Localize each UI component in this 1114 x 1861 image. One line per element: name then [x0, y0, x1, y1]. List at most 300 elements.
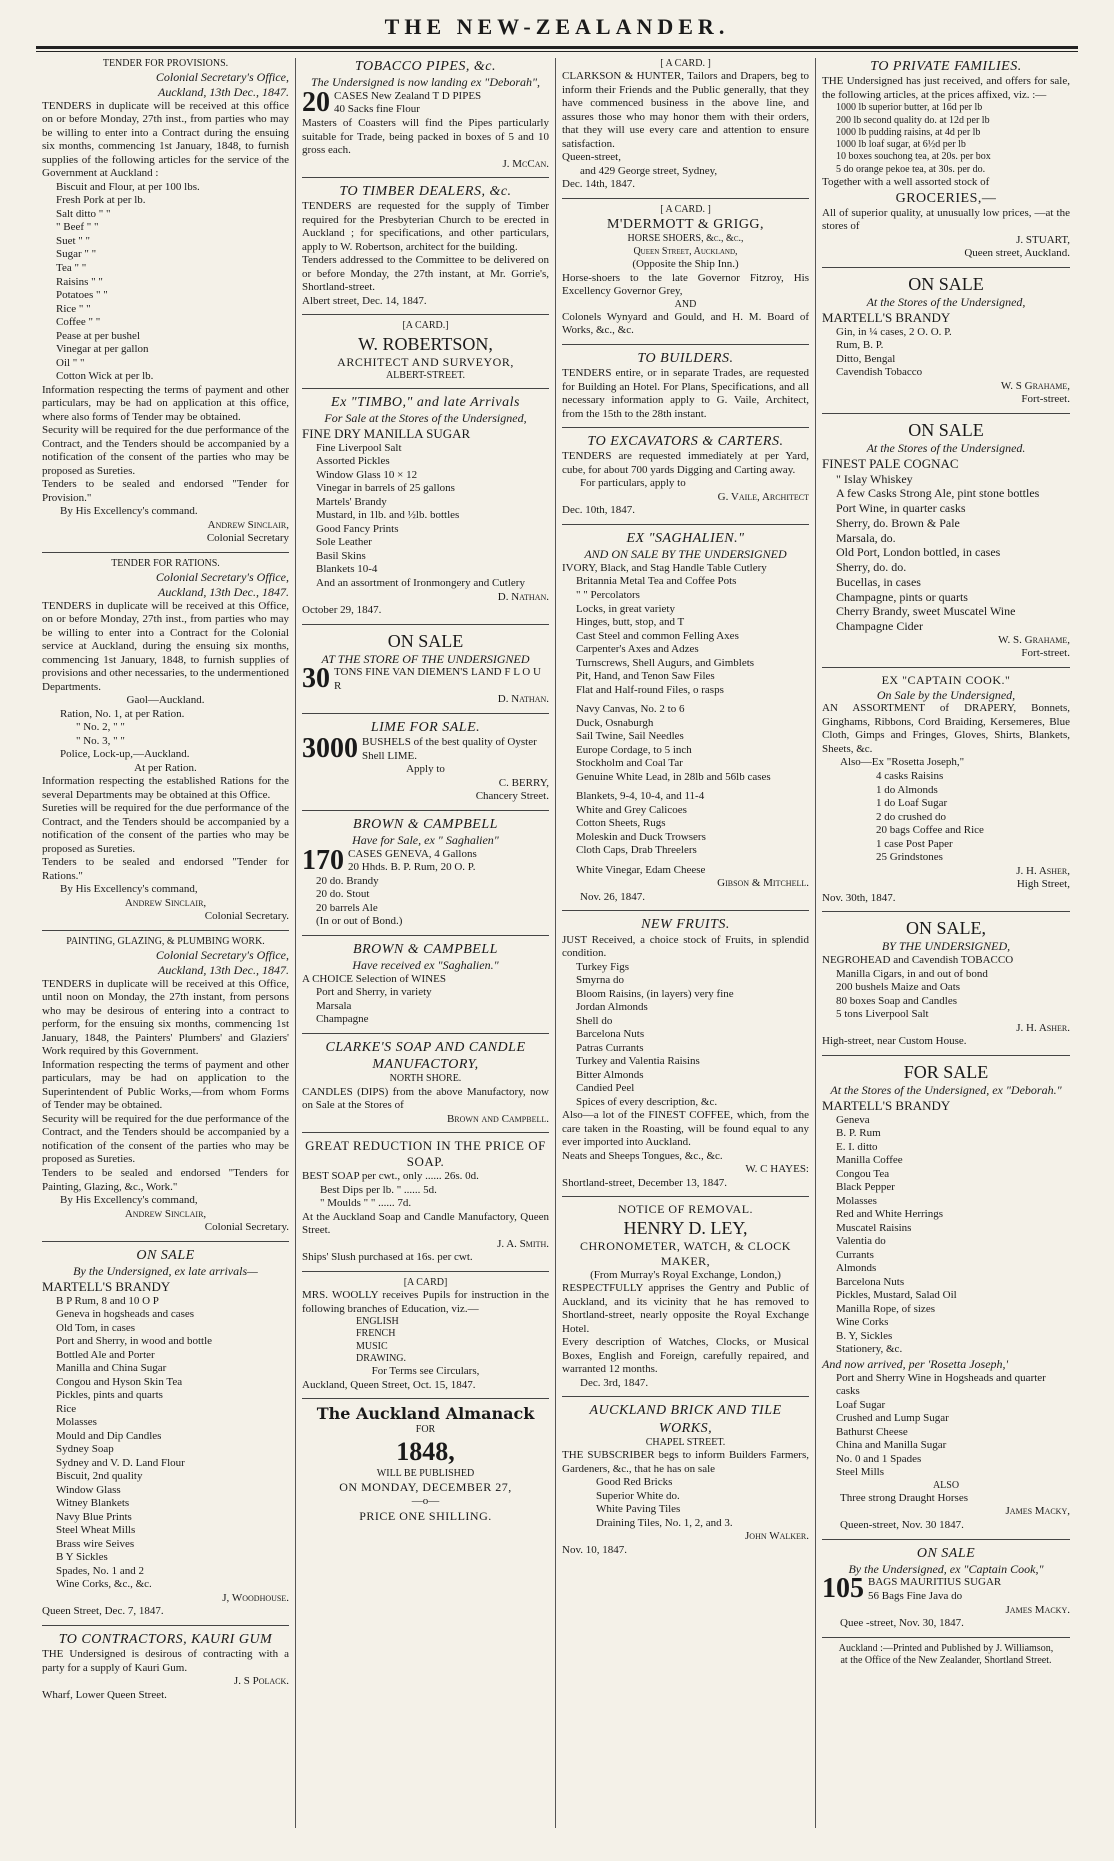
signature: Andrew Sinclair,: [207, 518, 289, 531]
ad-heading: TENDER FOR PROVISIONS.: [102, 58, 229, 69]
ad-body-2: Colonels Wynyard and Gould, and H. M. Board of Works, &c., &c.: [562, 310, 809, 337]
ad-subheading: On Sale by the Undersigned,: [876, 687, 1016, 702]
lead-line: FINEST PALE COGNAC: [822, 455, 959, 471]
police-line: Police, Lock-up,—Auckland.: [60, 748, 190, 761]
list-item: 20 barrels Ale: [316, 901, 378, 914]
ad-heading: EX "CAPTAIN COOK.": [881, 672, 1011, 687]
signature: D. Nathan.: [497, 693, 549, 706]
list-item: 20 do. Brandy: [316, 874, 379, 887]
ad-deborah: [822, 1061, 1070, 1533]
list-item: Moleskin and Duck Trowsers: [576, 830, 706, 843]
divider: [822, 1539, 1070, 1540]
card-role: HORSE SHOERS, &c., &c.,: [627, 233, 744, 245]
list-item: Steel Mills: [836, 1466, 884, 1479]
office-line: Colonial Secretary's Office,: [155, 948, 289, 963]
list-item: B P Rum, 8 and 10 O P: [56, 1294, 159, 1307]
ad-heading: ON SALE: [908, 273, 984, 294]
ad-brown-campbell-2: [302, 941, 549, 1027]
office-line: Colonial Secretary's Office,: [155, 70, 289, 85]
divider: [822, 667, 1070, 668]
list-item: Geneva: [836, 1113, 870, 1126]
ad-body-2: Tenders addressed to the Committee to be delivered on or before Monday, the 27th instant, at Mr. Gorrie's, Shortland-street.: [302, 254, 549, 294]
address-line: High Street,: [1016, 878, 1070, 891]
ad-body-2: Information respecting the terms of payment and other particulars, may be had on application at this office, where also forms of Tender may be obtained.: [42, 383, 289, 423]
ad-clarke-soap: [302, 1039, 549, 1126]
year-line: 1848,: [396, 1437, 455, 1467]
list-item: Cast Steel and common Felling Axes: [576, 629, 739, 642]
ad-clarkson-card: [562, 58, 809, 192]
dash-line: —o—: [411, 1495, 440, 1508]
divider: [42, 552, 289, 553]
ration-3: " No. 3, " ": [76, 734, 125, 747]
divider: [562, 910, 809, 911]
list-item: B Y Sickles: [56, 1551, 108, 1564]
ad-heading: TO EXCAVATORS & CARTERS.: [587, 434, 784, 450]
list-item: DRAWING.: [356, 1352, 407, 1364]
goods-list: [42, 1295, 289, 1592]
ad-martell-grahame: [822, 273, 1070, 407]
list-item: White and Grey Calicoes: [576, 803, 687, 816]
list-item: Duck, Osnaburgh: [576, 716, 654, 729]
gaol-line: Gaol—Auckland.: [126, 694, 205, 707]
price-line-3: " Moulds " " ...... 7d.: [320, 1197, 412, 1210]
date-line: Shortland-street, December 13, 1847.: [562, 1176, 727, 1189]
ad-heading: ON SALE: [908, 419, 984, 440]
ad-heading: Ex "TIMBO," and late Arrivals: [331, 394, 520, 410]
card-name: M'DERMOTT & GRIGG,: [606, 217, 765, 233]
list-item: Champagne, pints or quarts: [836, 589, 968, 604]
also-line: ALSO: [932, 1479, 960, 1491]
list-item: Almonds: [836, 1262, 877, 1275]
list-item: Vinegar in barrels of 25 gallons: [316, 482, 455, 495]
list-item: Blankets 10-4: [316, 563, 378, 576]
list-item: Sugar " ": [56, 248, 97, 261]
divider: [822, 413, 1070, 414]
lead-line: A CHOICE Selection of WINES: [302, 972, 447, 985]
list-item: Sail Twine, Sail Needles: [576, 730, 684, 743]
ad-subheading: At the Stores of the Undersigned, ex "Deborah.": [830, 1082, 1062, 1097]
list-item: MUSIC: [356, 1340, 388, 1352]
list-item: Black Pepper: [836, 1181, 895, 1194]
list-item: Marsala, do.: [836, 530, 896, 545]
goods-list: [822, 968, 1070, 1022]
list-item: Old Port, London bottled, in cases: [836, 545, 1001, 560]
date-line: Albert street, Dec. 14, 1847.: [302, 294, 427, 307]
ad-subheading: By the Undersigned, ex "Captain Cook,": [848, 1561, 1044, 1576]
ad-excavators: [562, 433, 809, 518]
list-item: 1000 lb superior butter, at 16d per lb: [836, 102, 983, 114]
for-line: FOR: [415, 1423, 436, 1435]
ad-subheading: By the Undersigned, ex late arrivals—: [73, 1263, 258, 1278]
list-item: Congou Tea: [836, 1167, 890, 1180]
command-line: By His Excellency's command,: [60, 1194, 198, 1207]
list-item: Assorted Pickles: [316, 455, 390, 468]
list-item: Coffee " ": [56, 316, 101, 329]
groceries-line: GROCERIES,—: [895, 190, 997, 206]
ad-body-2: Information respecting the terms of payment and other particulars, may be had on application to the Superintendent of Public Works,—from whom Forms of Tender may be obtained.: [42, 1058, 289, 1112]
list-item: Cherry Brandy, sweet Muscatel Wine: [836, 604, 1016, 619]
ad-heading: ON SALE: [387, 630, 464, 651]
list-item: Cotton Sheets, Rugs: [576, 817, 666, 830]
list-item: China and Manilla Sugar: [836, 1439, 947, 1452]
list-item: Molasses: [836, 1194, 877, 1207]
goods-list: [822, 472, 1070, 634]
column-1: [36, 58, 296, 1828]
card-label: [A CARD]: [403, 1276, 448, 1288]
list-item: Wine Corks, &c., &c.: [56, 1578, 152, 1591]
divider: [822, 911, 1070, 912]
ad-heading: TO PRIVATE FAMILIES.: [870, 59, 1022, 74]
ad-heading: NEW FRUITS.: [641, 917, 730, 933]
ad-body-4: Tenders to be sealed and endorsed "Tenders for Painting, Glazing, &c., Work.": [42, 1167, 289, 1193]
quantity-number: 170: [302, 844, 344, 876]
signature: James Macky.: [1005, 1603, 1070, 1616]
line-1: CASES GENEVA, 4 Gallons: [348, 847, 477, 860]
line-1: TONS FINE VAN DIEMEN'S LAND F L O U R: [334, 666, 541, 692]
ad-body-2: Information respecting the established Rations for the several Departments may be obtained at this Office.: [42, 775, 289, 801]
ad-subheading: For Sale at the Stores of the Undersigned,: [324, 411, 527, 426]
list-item: (In or out of Bond.): [316, 915, 403, 928]
column-3: [556, 58, 816, 1828]
ad-heading: TO BUILDERS.: [637, 350, 734, 366]
price-line: PRICE ONE SHILLING.: [359, 1508, 492, 1523]
arrived-line: And now arrived, per 'Rosetta Joseph,': [822, 1356, 1009, 1371]
ad-body-2: Every description of Watches, Clocks, or Musical Boxes, English and Foreign, carefully repaired, and warranted 12 months.: [562, 1336, 809, 1376]
ad-body: Masters of Coasters will find the Pipes particularly suitable for Trade, being packed in boxes of 5 and 10 gross each.: [302, 117, 549, 157]
list-item: Witney Blankets: [56, 1497, 130, 1510]
list-item: Good Fancy Prints: [316, 522, 399, 535]
lead-line: MARTELL'S BRANDY: [42, 1278, 171, 1294]
list-item: ENGLISH: [356, 1316, 399, 1328]
signature: J, Woodhouse.: [222, 1591, 289, 1604]
command-line: By His Excellency's command.: [60, 505, 198, 518]
ad-subheading: The Undersigned is now landing ex "Deborah",: [310, 75, 541, 90]
list-item: Turkey Figs: [576, 960, 630, 973]
ad-body-3: Sureties will be required for the due performance of the Contract, and the Tenders should be accompanied by a notification of the consent of the parties who may be proposed as Sureties.: [42, 802, 289, 855]
list-item: " Islay Whiskey: [836, 471, 913, 486]
line-1: CASES New Zealand T D PIPES: [334, 89, 482, 102]
signature-title: Colonial Secretary: [206, 532, 289, 545]
divider: [302, 1132, 549, 1133]
list-item: Manilla Cigars, in and out of bond: [836, 967, 988, 980]
divider: [302, 713, 549, 714]
date-line: Quee -street, Nov. 30, 1847.: [840, 1617, 964, 1630]
list-item: 200 lb second quality do. at 12d per lb: [836, 114, 990, 126]
list-item: Manilla Coffee: [836, 1154, 903, 1167]
ad-kauri-gum: [42, 1631, 289, 1702]
columns: [36, 58, 1078, 1828]
list-item: And an assortment of Ironmongery and Cutlery: [316, 576, 525, 589]
list-item: Bucellas, in cases: [836, 574, 921, 589]
list-item: Tea " ": [56, 261, 87, 274]
list-item: Port and Sherry, in variety: [316, 986, 432, 999]
list-item: Biscuit and Flour, at per 100 lbs.: [56, 180, 200, 193]
list-item: Fine Liverpool Salt: [316, 441, 402, 454]
ad-heading: NOTICE OF REMOVAL.: [617, 1202, 754, 1217]
list-item: 4 casks Raisins: [876, 770, 944, 782]
address-line: NORTH SHORE.: [389, 1073, 462, 1085]
goods-list: [562, 575, 809, 697]
list-item: " " Percolators: [576, 589, 640, 601]
list-item: Fresh Pork at per lb.: [56, 194, 146, 207]
signature: J. McCan.: [502, 157, 549, 170]
ad-heading: CLARKE'S SOAP AND CANDLE MANUFACTORY,: [325, 1039, 526, 1073]
goods-list: [562, 864, 809, 878]
list-item: Basil Skins: [316, 549, 366, 562]
list-item: 25 Grindstones: [876, 851, 943, 864]
divider: [302, 177, 549, 178]
list-item: Turkey and Valentia Raisins: [576, 1055, 700, 1068]
list-item: Pickles, pints and quarts: [56, 1389, 163, 1402]
list-item: Barcelona Nuts: [576, 1028, 645, 1041]
list-item: Cloth Caps, Drab Threelers: [576, 844, 697, 857]
goods-list: [302, 442, 549, 591]
ad-brown-campbell-1: [302, 816, 549, 929]
signature: J. H. Asher,: [1016, 864, 1070, 877]
ad-heading: BROWN & CAMPBELL: [353, 816, 498, 832]
divider: [562, 198, 809, 199]
list-item: A few Casks Strong Ale, pint stone bottles: [836, 486, 1040, 501]
card-label: [ A CARD. ]: [660, 203, 711, 215]
divider: [822, 1637, 1070, 1638]
date-line: Nov. 30th, 1847.: [822, 891, 896, 904]
ration-2: " No. 2, " ": [76, 721, 125, 734]
lead-line: NEGROHEAD and Cavendish TOBACCO: [822, 954, 1014, 967]
price-line-1: BEST SOAP per cwt., only ...... 26s. 0d.: [302, 1170, 479, 1183]
ad-body-3: Security will be required for the due performance of the Contract, and the Tenders should be accompanied by a notification of the consent of the parties who may be proposed as Sureties.: [42, 424, 289, 477]
list-item: Patras Currants: [576, 1041, 644, 1054]
list-item: Biscuit, 2nd quality: [56, 1470, 143, 1483]
ad-body: AN ASSORTMENT of DRAPERY, Bonnets, Ginghams, Ribbons, Cord Braiding, Kersemeres, Blue Cloth, Gimps and Fringes, Gloves, Shirts, Blankets, Sheets, &c.: [822, 702, 1070, 755]
ad-heading: GREAT REDUCTION IN THE PRICE OF SOAP.: [305, 1138, 546, 1170]
column-2: [296, 58, 556, 1828]
address-line: CHAPEL STREET.: [645, 1436, 726, 1448]
ad-body: THE SUBSCRIBER begs to inform Builders Farmers, Gardeners, &c., that he has on sale: [562, 1449, 809, 1475]
ad-heading: The Auckland Almanack: [316, 1404, 535, 1424]
list-item: Spices of every description, &c.: [576, 1095, 718, 1108]
ad-subheading: BY THE UNDERSIGNED,: [881, 939, 1011, 954]
list-item: Hinges, butt, stop, and T: [576, 616, 685, 629]
lead-line: JUST Received, a choice stock of Fruits, in splendid condition.: [562, 933, 809, 960]
date-line: Nov. 10, 1847.: [562, 1543, 627, 1556]
ad-body-4: Tenders to be sealed and endorsed "Tender for Provision.": [42, 478, 289, 504]
card-name: W. ROBERTSON,: [358, 333, 493, 354]
date-line: Nov. 26, 1847.: [580, 890, 645, 903]
signature: D. Nathan.: [497, 590, 549, 603]
ad-heading: AUCKLAND BRICK AND TILE WORKS,: [589, 1403, 782, 1436]
list-item: Spades, No. 1 and 2: [56, 1564, 144, 1577]
line-2: 40 Sacks fine Flour: [334, 103, 420, 116]
divider: [562, 1196, 809, 1197]
divider: [562, 524, 809, 525]
list-item: " Beef " ": [56, 221, 99, 234]
list-item: Wine Corks: [836, 1316, 889, 1329]
signature: J. H. Asher.: [1016, 1021, 1070, 1034]
list-item: Champagne Cider: [836, 619, 923, 634]
signature: Andrew Sinclair,: [124, 896, 207, 909]
list-item: Red and White Herrings: [836, 1208, 944, 1221]
ad-body-2: All of superior quality, at unusually low prices, —at the stores of: [822, 206, 1070, 233]
ad-heading: EX "SAGHALIEN.": [626, 531, 745, 546]
list-item: Shell do: [576, 1014, 613, 1027]
ad-body: Horse-shoers to the late Governor Fitzroy, His Excellency Governor Grey,: [562, 271, 809, 298]
ad-robertson-card: [302, 320, 549, 381]
price-line-2: Best Dips per lb. " ...... 5d.: [320, 1183, 437, 1196]
card-role: CHRONOMETER, WATCH, & CLOCK MAKER,: [580, 1239, 791, 1268]
divider: [302, 810, 549, 811]
goods-list: [562, 961, 809, 1110]
card-label: [ A CARD. ]: [660, 58, 711, 69]
list-item: Flat and Half-round Files, o rasps: [576, 683, 724, 696]
list-item: Stockholm and Coal Tar: [576, 757, 683, 770]
list-item: Smyrna do: [576, 974, 624, 987]
signature-title: Colonial Secretary.: [204, 910, 289, 923]
ad-ley-removal: [562, 1202, 809, 1390]
provision-list: [42, 181, 289, 384]
ad-body: CLARKSON & HUNTER, Tailors and Drapers, beg to inform their Friends and the Public generally, that they have commenced business in the above line, and assures those who may honor them with their orders, that they will use every care and attention to ensure satisfaction.: [562, 70, 809, 150]
date-line: Dec. 10th, 1847.: [562, 504, 636, 517]
list-item: Navy Blue Prints: [56, 1510, 132, 1523]
list-item: Jordan Almonds: [576, 1001, 648, 1014]
card-role: ARCHITECT AND SURVEYOR,: [337, 354, 514, 369]
list-item: Manilla and China Sugar: [56, 1362, 167, 1375]
list-item: Rum, B. P.: [836, 339, 884, 352]
card-label: [A CARD.]: [402, 320, 449, 332]
list-item: 1000 lb loaf sugar, at 6½d per lb: [836, 139, 966, 151]
signature-title: Colonial Secretary.: [204, 1221, 289, 1234]
list-item: White Vinegar, Edam Cheese: [576, 863, 706, 876]
list-item: Potatoes " ": [56, 289, 108, 302]
date-line: Auckland, 13th Dec., 1847.: [158, 85, 289, 100]
signature: Brown and Campbell.: [446, 1112, 549, 1125]
divider: [42, 1241, 289, 1242]
list-item: Good Red Bricks: [596, 1476, 673, 1489]
list-item: 1000 lb pudding raisins, at 4d per lb: [836, 126, 981, 138]
list-item: Port Wine, in quarter casks: [836, 501, 966, 516]
list-item: Steel Wheat Mills: [56, 1524, 136, 1537]
divider: [302, 388, 549, 389]
imprint: [822, 1643, 1070, 1668]
list-item: Barcelona Nuts: [836, 1275, 905, 1288]
list-item: 5 tons Liverpool Salt: [836, 1008, 929, 1021]
list-item: Sherry, do. Brown & Pale: [836, 515, 960, 530]
date-line: Queen Street, Dec. 7, 1847.: [42, 1605, 164, 1618]
divider: [302, 1033, 549, 1034]
signature: J. STUART,: [1016, 233, 1070, 246]
ad-body: THE Undersigned has just received, and offers for sale, the following articles, at the prices affixed, viz. :—: [822, 75, 1070, 101]
command-line: By His Excellency's command,: [60, 883, 198, 896]
goods-list: [562, 1476, 809, 1530]
list-item: Gin, in ¼ cases, 2 O. O. P.: [836, 325, 952, 338]
address-line: Fort-street.: [1021, 647, 1070, 660]
ad-heading: TO TIMBER DEALERS, &c.: [339, 184, 512, 200]
ad-negrohead: [822, 917, 1070, 1048]
masthead-rule: [36, 46, 1078, 52]
list-item: Turnscrews, Shell Augurs, and Gimblets: [576, 656, 755, 669]
address-line: Wharf, Lower Queen Street.: [42, 1688, 167, 1701]
list-item: Sole Leather: [316, 536, 372, 549]
column-4: [816, 58, 1076, 1828]
ad-timbo: [302, 394, 549, 618]
divider: [302, 624, 549, 625]
goods-list: [822, 770, 1070, 865]
ad-heading: TOBACCO PIPES, &c.: [355, 59, 496, 74]
list-item: 20 do. Stout: [316, 888, 370, 901]
ad-subheading: AND ON SALE BY THE UNDERSIGNED: [584, 547, 787, 562]
per-ration: At per Ration.: [134, 761, 197, 774]
ad-body-4: Tenders to be sealed and endorsed "Tender for Rations.": [42, 856, 289, 882]
ad-body: TENDERS in duplicate will be received at this Office, on or before Monday, 27th inst., from parties who may be willing to enter into a Contract for the Colonial service at Auckland, during the ensuing six months, commencing 1st January, 1848, to furnish supplies of provisions and other necessaries, to the undermentioned Departments.: [42, 599, 289, 693]
together-line: Together with a well assorted stock of: [822, 176, 990, 189]
ad-soap-price: [302, 1138, 549, 1265]
card-address: ALBERT-STREET.: [385, 369, 466, 381]
ad-subheading: AT THE STORE OF THE UNDERSIGNED: [321, 651, 530, 666]
divider: [822, 1055, 1070, 1056]
ad-cognac: [822, 419, 1070, 661]
quantity-number: 3000: [302, 733, 358, 765]
ad-brick-tile: [562, 1402, 809, 1557]
list-item: Martels' Brandy: [316, 495, 387, 508]
office-line: Colonial Secretary's Office,: [155, 570, 289, 585]
list-item: 1 case Post Paper: [876, 837, 953, 850]
ad-private-families: [822, 58, 1070, 261]
ad-body-3: Security will be required for the due performance of the Contract, and the Tenders should be accompanied by a notification of the consent of the parties who may be proposed as Sureties.: [42, 1112, 289, 1166]
ad-tobacco-pipes: [302, 58, 549, 171]
signature: John Walker.: [745, 1530, 809, 1543]
list-item: Pease at per bushel: [56, 329, 140, 342]
ad-heading: ON SALE: [136, 1247, 195, 1263]
ad-body: MRS. WOOLLY receives Pupils for instruction in the following branches of Education, viz.—: [302, 1289, 549, 1315]
divider: [302, 314, 549, 315]
ad-mauritius-sugar: [822, 1545, 1070, 1631]
list-item: Pit, Hand, and Tenon Saw Files: [576, 670, 715, 683]
address-line: Fort-street.: [1021, 393, 1070, 406]
imprint-line-2: at the Office of the New Zealander, Shortland Street.: [840, 1654, 1052, 1666]
ad-subheading: Have for Sale, ex " Saghalien": [352, 832, 499, 847]
ad-heading: TO CONTRACTORS, KAURI GUM: [58, 1631, 273, 1647]
card-address: Queen Street, Auckland,: [633, 245, 738, 257]
ad-tender-rations: [42, 558, 289, 924]
day-line: ON MONDAY, DECEMBER 27,: [339, 1480, 512, 1495]
list-item: Ditto, Bengal: [836, 352, 896, 365]
goods-list: [822, 326, 1070, 380]
divider: [562, 427, 809, 428]
line-1: BAGS MAURITIUS SUGAR: [868, 1576, 1002, 1589]
ad-body: RESPECTFULLY apprises the Gentry and Public of Auckland, and its vicinity that he has removed to Shortland-street, nearly opposite the Royal Exchange Hotel.: [562, 1282, 809, 1335]
ad-new-fruits: [562, 916, 809, 1190]
divider: [42, 1625, 289, 1626]
list-item: Bitter Almonds: [576, 1068, 644, 1081]
list-item: Bloom Raisins, (in layers) very fine: [576, 987, 734, 1000]
ad-saghalien: [562, 530, 809, 904]
ad-body: TENDERS entire, or in separate Trades, are requested for Building an Hotel. For Plans, Specifications, and all necessary information apply to G. Vaile, Architect, from the 15th to the 28th instant.: [562, 367, 809, 420]
date-line: Auckland, 13th Dec., 1847.: [158, 584, 289, 599]
list-item: Stationery, &c.: [836, 1343, 903, 1356]
divider: [562, 1396, 809, 1397]
list-item: Suet " ": [56, 234, 91, 247]
ad-onsale-woodhouse: [42, 1247, 289, 1619]
signature: W. S Grahame,: [1000, 379, 1070, 392]
list-item: Sydney Soap: [56, 1443, 114, 1456]
list-item: Genuine White Lead, in 28lb and 56lb cases: [576, 770, 771, 783]
list-item: Draining Tiles, No. 1, 2, and 3.: [596, 1516, 733, 1529]
date-line: October 29, 1847.: [302, 604, 382, 617]
goods-list: [822, 1372, 1070, 1480]
address-line: Chancery Street.: [475, 790, 549, 803]
quantity-number: 105: [822, 1573, 864, 1605]
ad-woolly-card: [302, 1277, 549, 1393]
list-item: 200 bushels Maize and Oats: [836, 981, 961, 994]
